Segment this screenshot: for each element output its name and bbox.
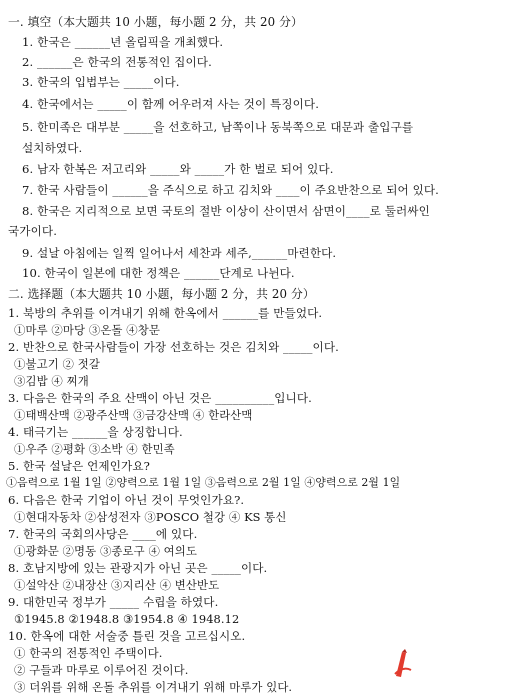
fill-question-9: 9. 설날 아침에는 일찍 일어나서 세찬과 세주,______마련한다. [22,246,337,260]
choice-question-8: 8. 호남지방에 있는 관광지가 아닌 곳은 _____이다. [8,561,268,575]
choice-question-5: 5. 한국 설날은 언제인가요? [8,459,150,473]
fill-question-4: 4. 한국에서는 _____이 함께 어우러져 사는 것이 특징이다. [22,97,320,111]
pen-logo-icon [392,648,414,678]
choice-options-3: ①태백산맥 ②광주산맥 ③금강산맥 ④ 한라산맥 [14,408,253,422]
choice-options-8: ①설악산 ②내장산 ③지리산 ④ 변산반도 [14,578,220,592]
fill-question-2: 2. ______은 한국의 전통적인 집이다. [22,55,212,69]
choice-statement-3: ③ 더위를 위해 온돌 추위를 이겨내기 위해 마루가 있다. [14,680,293,694]
fill-question-3: 3. 한국의 입법부는 _____이다. [22,75,180,89]
choice-statement-2: ② 구들과 마루로 이루어진 것이다. [14,663,189,677]
choice-question-2: 2. 반찬으로 한국사람들이 가장 선호하는 것은 김치와 _____이다. [8,340,339,354]
choice-statement-1: ① 한국의 전통적인 주택이다. [14,646,163,660]
fill-question-10: 10. 한국이 일본에 대한 정책은 ______단계로 나뉜다. [22,266,295,280]
choice-options-1: ①마루 ②마당 ③온돌 ④창문 [14,323,160,337]
choice-question-6: 6. 다음은 한국 기업이 아닌 것이 무엇인가요?. [8,493,245,507]
fill-question-5-cont: 설치하였다. [22,141,83,155]
choice-options-2a: ①불고기 ② 젓갈 [14,357,100,371]
section1-header: 一. 填空（本大题共 10 小题，每小题 2 分，共 20 分） [8,15,303,29]
choice-question-4: 4. 태극기는 ______을 상징합니다. [8,425,183,439]
choice-options-2b: ③김밥 ④ 찌개 [14,374,89,388]
fill-question-8: 8. 한국은 지리적으로 보면 국토의 절반 이상이 산이면서 삼면이____로 둘러싸인 [22,204,430,218]
fill-question-7: 7. 한국 사람들이 ______을 주식으로 하고 김치와 ____이 주요반찬으로 되어 있다. [22,183,439,197]
choice-question-3: 3. 다음은 한국의 주요 산맥이 아닌 것은 __________입니다. [8,391,312,405]
fill-question-8-cont: 국가이다. [8,224,57,238]
fill-question-5: 5. 한미족은 대부분 _____을 선호하고, 남쪽이나 동북쪽으로 대문과 출입구를 [22,120,414,134]
choice-question-1: 1. 북방의 추위를 이겨내기 위해 한옥에서 ______를 만들었다. [8,306,323,320]
watermark [392,646,504,688]
choice-question-10: 10. 한옥에 대한 서술중 틀린 것을 고르십시오. [8,629,246,643]
choice-options-4: ①우주 ②평화 ③소박 ④ 한민족 [14,442,175,456]
choice-options-7: ①광화문 ②명동 ③종로구 ④ 여의도 [14,544,197,558]
fill-question-6: 6. 남자 한복은 저고리와 _____와 _____가 한 벌로 되어 있다. [22,162,334,176]
choice-options-6: ①현대자동차 ②삼성전자 ③POSCO 철강 ④ KS 통신 [14,510,287,524]
choice-question-9: 9. 대한민국 정부가 _____ 수립을 하였다. [8,595,219,609]
fill-question-1: 1. 한국은 ______년 올림픽을 개최했다. [22,35,224,49]
choice-options-5: ①음력으로 1월 1일 ②양력으로 1월 1일 ③음력으로 2월 1일 ④양력으로 2월 1일 [6,476,401,489]
choice-question-7: 7. 한국의 국회의사당은 ____에 있다. [8,527,198,541]
section2-header: 二. 选择题（本大题共 10 小题，每小题 2 分，共 20 分） [8,287,315,301]
choice-options-9: ①1945.8 ②1948.8 ③1954.8 ④ 1948.12 [14,612,240,626]
